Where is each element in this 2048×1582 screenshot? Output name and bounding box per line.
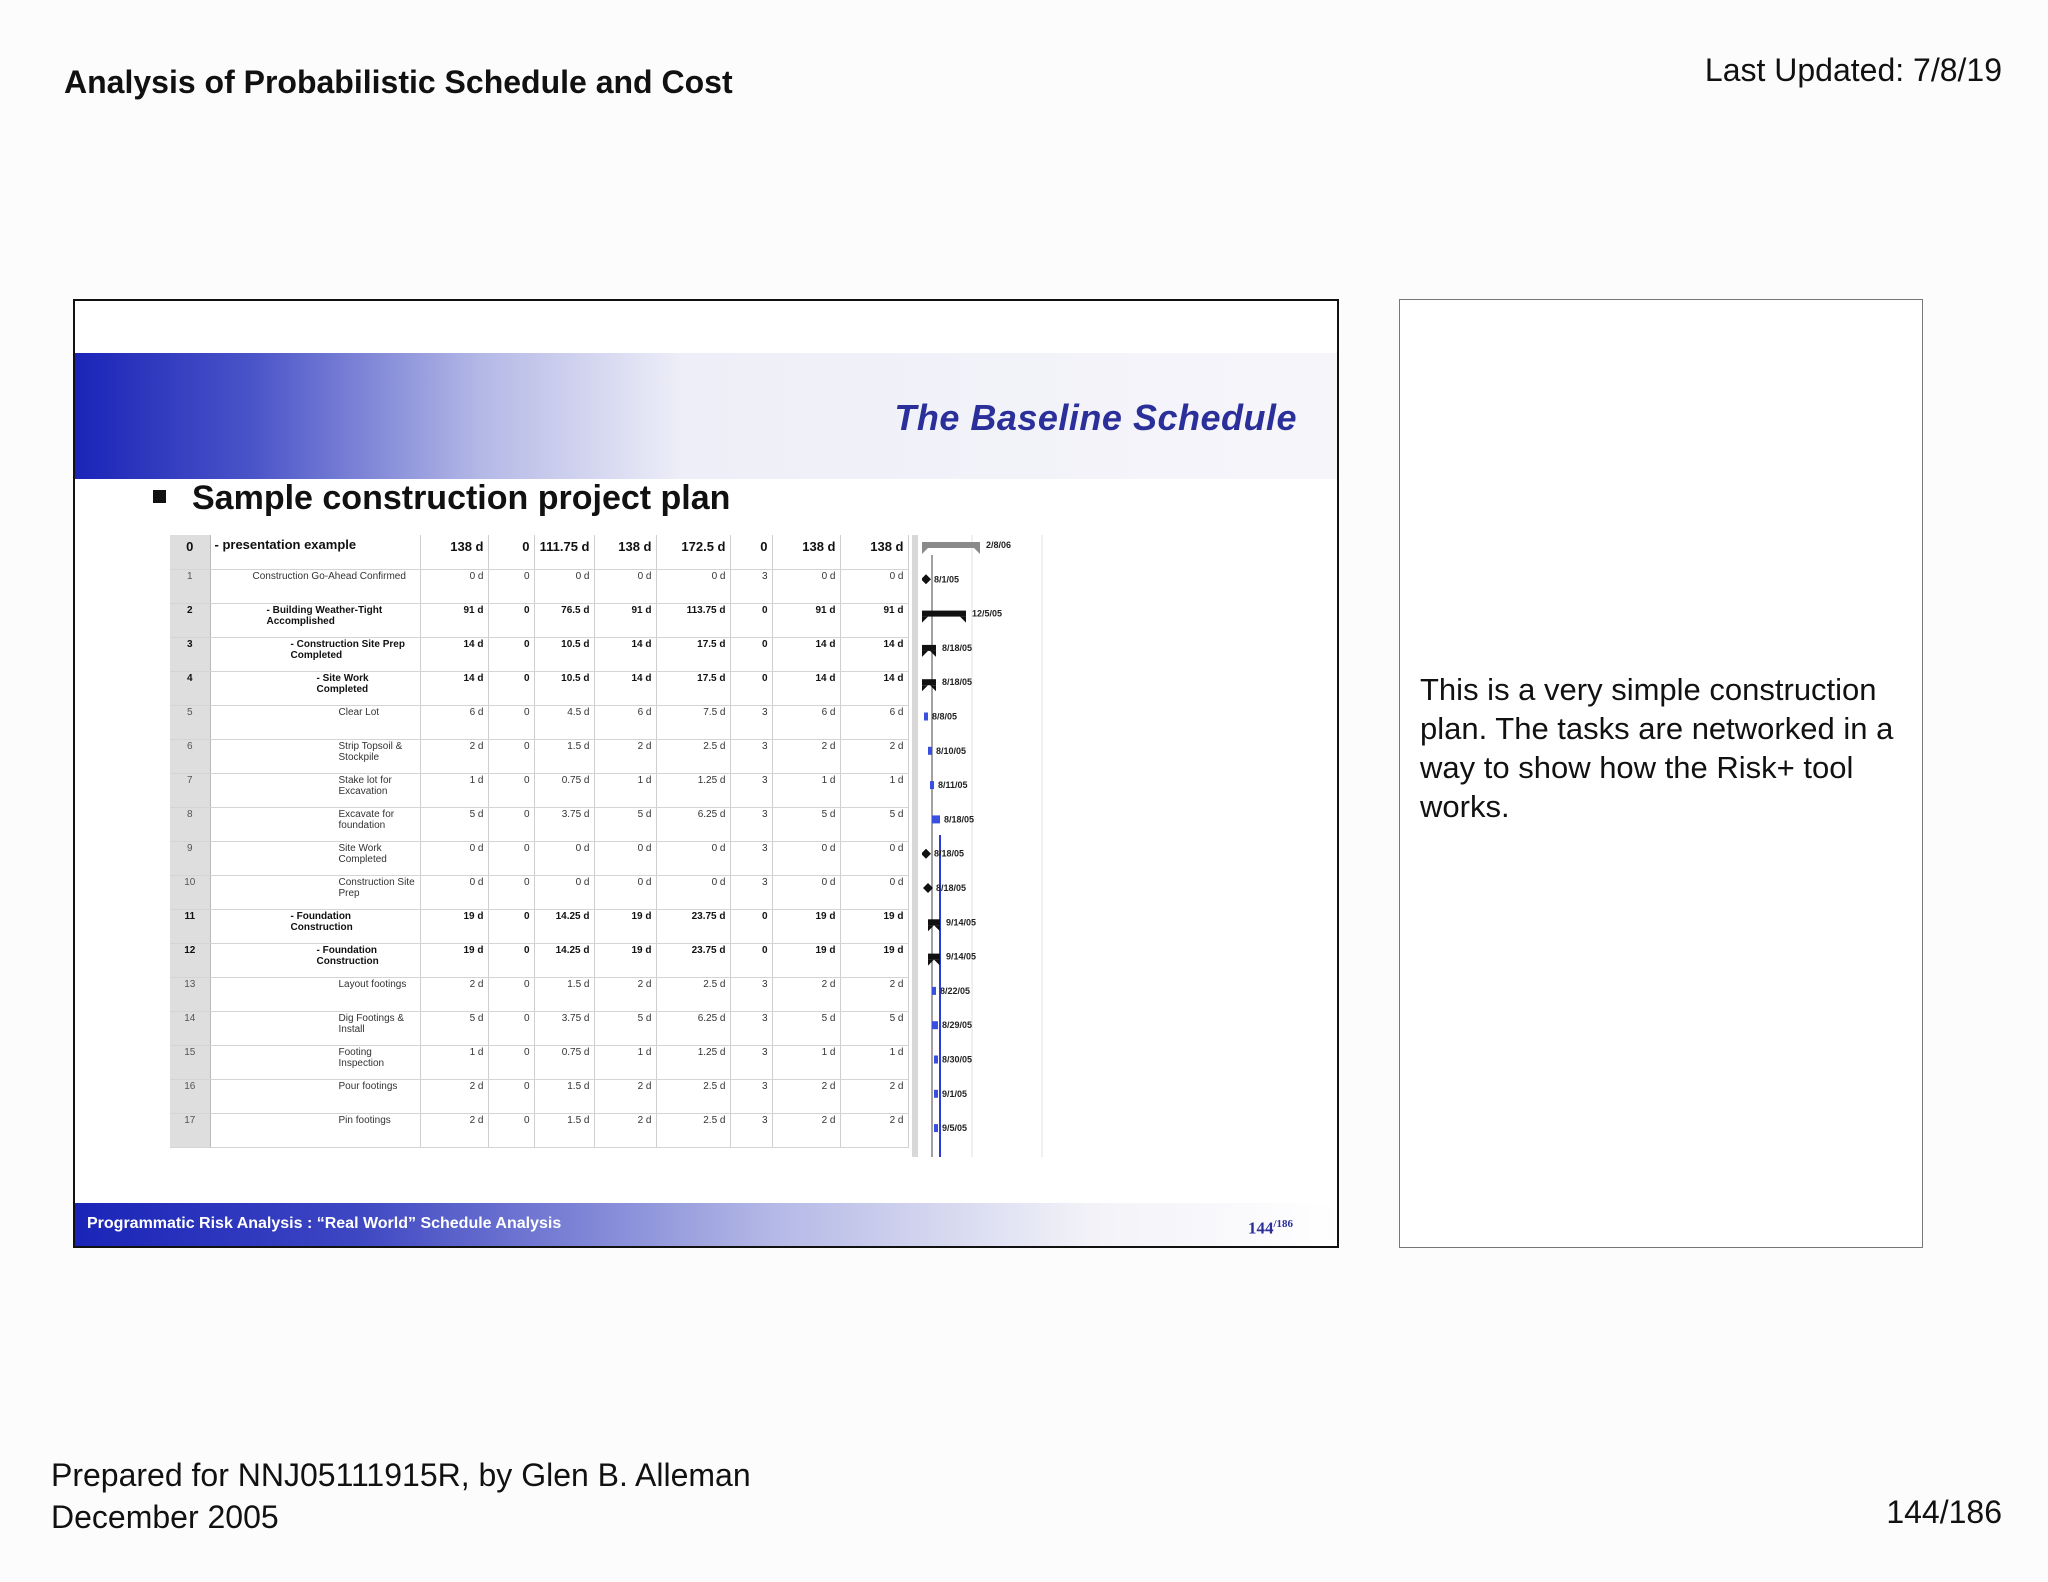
cell-c7: 6 d — [772, 705, 840, 739]
cell-c5: 17.5 d — [656, 637, 730, 671]
task-bar — [928, 747, 932, 755]
task-bar — [930, 781, 934, 789]
cell-c4: 2 d — [594, 739, 656, 773]
cell-c8: 1 d — [840, 1045, 908, 1079]
cell-c1: 2 d — [420, 1079, 488, 1113]
cell-c3: 3.75 d — [534, 1011, 594, 1045]
cell-c4: 2 d — [594, 977, 656, 1011]
cell-c2: 0 — [488, 875, 534, 909]
table-row — [170, 909, 908, 943]
cell-c5: 0 d — [656, 841, 730, 875]
summary-bar-cap-right — [974, 548, 980, 554]
row-id: 15 — [170, 1045, 210, 1079]
document-title: Analysis of Probabilistic Schedule and Cost — [64, 64, 733, 100]
cell-c4: 5 d — [594, 1011, 656, 1045]
cell-c8: 0 d — [840, 569, 908, 603]
cell-c6: 0 — [730, 671, 772, 705]
table-row — [170, 671, 908, 705]
table-row — [170, 569, 908, 603]
summary-bar-cap-left — [928, 960, 934, 966]
cell-c4: 6 d — [594, 705, 656, 739]
cell-c5: 172.5 d — [656, 535, 730, 569]
gantt-date-label: 8/11/05 — [938, 780, 968, 791]
cell-c2: 0 — [488, 705, 534, 739]
table-row — [170, 977, 908, 1011]
cell-c3: 14.25 d — [534, 943, 594, 977]
cell-c8: 2 d — [840, 739, 908, 773]
table-row — [170, 1113, 908, 1147]
cell-c6: 0 — [730, 943, 772, 977]
cell-c7: 5 d — [772, 807, 840, 841]
task-name: - Foundation Construction — [210, 943, 420, 977]
summary-bar-cap-left — [928, 925, 934, 931]
row-id: 17 — [170, 1113, 210, 1147]
task-name: Site Work Completed — [210, 841, 420, 875]
cell-c3: 1.5 d — [534, 1113, 594, 1147]
slide-subtitle — [153, 479, 730, 518]
cell-c2: 0 — [488, 1045, 534, 1079]
cell-c6: 3 — [730, 705, 772, 739]
task-bar — [934, 1056, 938, 1064]
cell-c5: 1.25 d — [656, 773, 730, 807]
row-id: 12 — [170, 943, 210, 977]
gantt-date-label: 8/18/05 — [936, 883, 967, 893]
table-row — [170, 535, 908, 569]
cell-c6: 3 — [730, 1011, 772, 1045]
summary-bar-cap-left — [922, 685, 928, 691]
task-name: - Construction Site Prep Completed — [210, 637, 420, 671]
cell-c2: 0 — [488, 535, 534, 569]
summary-bar — [922, 645, 936, 651]
task-name: Stake lot for Excavation — [210, 773, 420, 807]
gantt-date-label: 12/5/05 — [972, 608, 1003, 619]
gantt-date-label: 8/1/05 — [934, 574, 960, 585]
table-row — [170, 773, 908, 807]
cell-c1: 0 d — [420, 875, 488, 909]
task-bar — [932, 987, 936, 995]
bullet-icon — [153, 490, 166, 503]
task-name: - presentation example — [210, 535, 420, 569]
cell-c2: 0 — [488, 1011, 534, 1045]
cell-c6: 3 — [730, 739, 772, 773]
cell-c5: 0 d — [656, 569, 730, 603]
cell-c2: 0 — [488, 773, 534, 807]
cell-c3: 0 d — [534, 569, 594, 603]
cell-c7: 1 d — [772, 1045, 840, 1079]
cell-c5: 7.5 d — [656, 705, 730, 739]
cell-c7: 14 d — [772, 637, 840, 671]
summary-bar-cap-left — [922, 548, 928, 554]
summary-bar-cap-right — [930, 685, 936, 691]
summary-bar-cap-right — [930, 651, 936, 657]
summary-bar — [922, 542, 980, 548]
cell-c1: 14 d — [420, 637, 488, 671]
cell-c1: 2 d — [420, 977, 488, 1011]
summary-bar-cap-right — [960, 617, 966, 623]
gantt-date-label: 9/14/05 — [946, 917, 977, 928]
cell-c3: 4.5 d — [534, 705, 594, 739]
milestone-marker — [922, 574, 931, 584]
cell-c6: 3 — [730, 1045, 772, 1079]
task-name: Excavate for foundation — [210, 807, 420, 841]
cell-c5: 6.25 d — [656, 1011, 730, 1045]
cell-c3: 10.5 d — [534, 637, 594, 671]
row-id: 1 — [170, 569, 210, 603]
cell-c2: 0 — [488, 603, 534, 637]
cell-c8: 2 d — [840, 1113, 908, 1147]
row-id: 13 — [170, 977, 210, 1011]
cell-c4: 0 d — [594, 875, 656, 909]
cell-c3: 0 d — [534, 841, 594, 875]
cell-c1: 0 d — [420, 841, 488, 875]
row-id: 6 — [170, 739, 210, 773]
cell-c4: 14 d — [594, 671, 656, 705]
task-name: Layout footings — [210, 977, 420, 1011]
cell-c8: 2 d — [840, 1079, 908, 1113]
task-bar — [924, 713, 928, 721]
cell-c2: 0 — [488, 841, 534, 875]
table-row — [170, 637, 908, 671]
cell-c1: 19 d — [420, 909, 488, 943]
row-id: 3 — [170, 637, 210, 671]
cell-c3: 111.75 d — [534, 535, 594, 569]
cell-c6: 3 — [730, 569, 772, 603]
cell-c7: 1 d — [772, 773, 840, 807]
cell-c1: 2 d — [420, 1113, 488, 1147]
gantt-date-label: 8/18/05 — [942, 677, 973, 688]
cell-c5: 2.5 d — [656, 739, 730, 773]
row-id: 2 — [170, 603, 210, 637]
schedule-table-body — [170, 535, 908, 1147]
task-name: Dig Footings & Install — [210, 1011, 420, 1045]
gantt-date-label: 9/14/05 — [946, 951, 977, 962]
cell-c8: 14 d — [840, 671, 908, 705]
cell-c3: 1.5 d — [534, 977, 594, 1011]
cell-c1: 19 d — [420, 943, 488, 977]
cell-c7: 5 d — [772, 1011, 840, 1045]
summary-bar-cap-right — [934, 925, 940, 931]
summary-bar-cap-left — [922, 651, 928, 657]
summary-bar — [922, 611, 966, 617]
cell-c4: 0 d — [594, 569, 656, 603]
cell-c7: 19 d — [772, 943, 840, 977]
slide-subtitle-text: Sample construction project plan — [192, 479, 731, 517]
gantt-date-label: 8/22/05 — [940, 985, 971, 996]
cell-c2: 0 — [488, 637, 534, 671]
table-row — [170, 705, 908, 739]
cell-c8: 91 d — [840, 603, 908, 637]
cell-c5: 23.75 d — [656, 909, 730, 943]
cell-c1: 6 d — [420, 705, 488, 739]
cell-c5: 17.5 d — [656, 671, 730, 705]
slide-footer-text: Programmatic Risk Analysis : “Real World” Schedule Analysis — [87, 1215, 562, 1232]
cell-c1: 5 d — [420, 807, 488, 841]
slide-page-current: 144 — [1248, 1218, 1274, 1238]
cell-c3: 1.5 d — [534, 1079, 594, 1113]
cell-c6: 3 — [730, 773, 772, 807]
table-gantt-divider — [912, 535, 918, 1157]
notes-panel — [1399, 299, 1923, 1248]
cell-c8: 0 d — [840, 841, 908, 875]
gantt-date-label: 8/30/05 — [942, 1054, 973, 1065]
cell-c1: 1 d — [420, 1045, 488, 1079]
row-id: 4 — [170, 671, 210, 705]
table-row — [170, 943, 908, 977]
cell-c7: 19 d — [772, 909, 840, 943]
cell-c4: 1 d — [594, 1045, 656, 1079]
prepared-line-1: Prepared for NNJ05111915R, by Glen B. Alleman — [51, 1457, 751, 1493]
cell-c4: 14 d — [594, 637, 656, 671]
gantt-date-label: 8/8/05 — [932, 711, 958, 722]
cell-c8: 2 d — [840, 977, 908, 1011]
task-name: - Building Weather-Tight Accomplished — [210, 603, 420, 637]
cell-c8: 14 d — [840, 637, 908, 671]
cell-c1: 14 d — [420, 671, 488, 705]
row-id: 7 — [170, 773, 210, 807]
cell-c1: 2 d — [420, 739, 488, 773]
task-bar — [934, 1090, 938, 1098]
cell-c1: 5 d — [420, 1011, 488, 1045]
cell-c1: 0 d — [420, 569, 488, 603]
cell-c4: 1 d — [594, 773, 656, 807]
cell-c2: 0 — [488, 1079, 534, 1113]
cell-c3: 14.25 d — [534, 909, 594, 943]
prepared-line-2: December 2005 — [51, 1499, 279, 1535]
table-row — [170, 603, 908, 637]
gantt-date-label: 9/5/05 — [942, 1123, 968, 1134]
task-name: Construction Go-Ahead Confirmed — [210, 569, 420, 603]
cell-c6: 3 — [730, 1113, 772, 1147]
table-row — [170, 875, 908, 909]
slide-page-total: /186 — [1273, 1218, 1294, 1230]
table-row — [170, 739, 908, 773]
row-id: 5 — [170, 705, 210, 739]
gantt-date-label: 8/29/05 — [942, 1020, 973, 1031]
cell-c1: 138 d — [420, 535, 488, 569]
cell-c5: 6.25 d — [656, 807, 730, 841]
cell-c5: 1.25 d — [656, 1045, 730, 1079]
cell-c5: 23.75 d — [656, 943, 730, 977]
cell-c3: 10.5 d — [534, 671, 594, 705]
slide-title: The Baseline Schedule — [894, 397, 1297, 438]
cell-c6: 3 — [730, 875, 772, 909]
cell-c2: 0 — [488, 1113, 534, 1147]
cell-c8: 1 d — [840, 773, 908, 807]
cell-c4: 5 d — [594, 807, 656, 841]
gantt-svg — [922, 535, 1214, 1157]
table-row — [170, 1011, 908, 1045]
row-id: 16 — [170, 1079, 210, 1113]
milestone-marker — [922, 849, 931, 859]
row-id: 8 — [170, 807, 210, 841]
schedule-view — [170, 535, 1210, 1157]
cell-c8: 0 d — [840, 875, 908, 909]
cell-c5: 113.75 d — [656, 603, 730, 637]
table-row — [170, 1045, 908, 1079]
cell-c6: 0 — [730, 603, 772, 637]
task-name: Footing Inspection — [210, 1045, 420, 1079]
cell-c5: 2.5 d — [656, 1079, 730, 1113]
task-name: Strip Topsoil & Stockpile — [210, 739, 420, 773]
table-row — [170, 1079, 908, 1113]
task-name: Pin footings — [210, 1113, 420, 1147]
summary-bar — [922, 679, 936, 685]
summary-bar-cap-left — [922, 617, 928, 623]
cell-c1: 91 d — [420, 603, 488, 637]
task-name: Pour footings — [210, 1079, 420, 1113]
cell-c7: 2 d — [772, 1113, 840, 1147]
cell-c7: 138 d — [772, 535, 840, 569]
summary-bar — [928, 954, 940, 960]
cell-c4: 91 d — [594, 603, 656, 637]
cell-c2: 0 — [488, 977, 534, 1011]
row-id: 0 — [170, 535, 210, 569]
cell-c7: 0 d — [772, 569, 840, 603]
cell-c7: 2 d — [772, 977, 840, 1011]
cell-c4: 19 d — [594, 909, 656, 943]
gantt-date-label: 8/18/05 — [934, 848, 965, 859]
cell-c6: 0 — [730, 909, 772, 943]
cell-c2: 0 — [488, 739, 534, 773]
page-number: 144/186 — [1886, 1494, 2002, 1530]
table-row — [170, 807, 908, 841]
cell-c8: 5 d — [840, 807, 908, 841]
cell-c3: 1.5 d — [534, 739, 594, 773]
slide-page-number — [1248, 1218, 1293, 1239]
cell-c2: 0 — [488, 569, 534, 603]
cell-c6: 3 — [730, 1079, 772, 1113]
row-id: 11 — [170, 909, 210, 943]
cell-c8: 138 d — [840, 535, 908, 569]
cell-c3: 0 d — [534, 875, 594, 909]
cell-c4: 0 d — [594, 841, 656, 875]
cell-c7: 0 d — [772, 875, 840, 909]
schedule-table — [170, 535, 909, 1148]
cell-c2: 0 — [488, 807, 534, 841]
cell-c3: 3.75 d — [534, 807, 594, 841]
task-bar — [932, 815, 940, 823]
cell-c5: 0 d — [656, 875, 730, 909]
cell-c7: 2 d — [772, 1079, 840, 1113]
row-id: 9 — [170, 841, 210, 875]
task-name: Construction Site Prep — [210, 875, 420, 909]
cell-c7: 0 d — [772, 841, 840, 875]
cell-c6: 3 — [730, 807, 772, 841]
cell-c2: 0 — [488, 943, 534, 977]
gantt-date-label: 8/18/05 — [944, 814, 975, 825]
notes-text: This is a very simple construction plan. The tasks are networked in a way to show how the Risk+ tool works. — [1420, 672, 1894, 824]
cell-c6: 3 — [730, 977, 772, 1011]
summary-bar-cap-right — [934, 960, 940, 966]
task-name: - Foundation Construction — [210, 909, 420, 943]
cell-c8: 19 d — [840, 909, 908, 943]
cell-c3: 0.75 d — [534, 773, 594, 807]
task-name: Clear Lot — [210, 705, 420, 739]
cell-c4: 138 d — [594, 535, 656, 569]
gantt-date-label: 9/1/05 — [942, 1088, 968, 1099]
slide-image — [73, 299, 1339, 1248]
cell-c8: 6 d — [840, 705, 908, 739]
prepared-by — [51, 1454, 751, 1538]
summary-bar — [928, 919, 940, 925]
task-bar — [934, 1124, 938, 1132]
cell-c4: 2 d — [594, 1079, 656, 1113]
row-id: 10 — [170, 875, 210, 909]
cell-c7: 2 d — [772, 739, 840, 773]
task-bar — [932, 1021, 938, 1029]
cell-c7: 14 d — [772, 671, 840, 705]
cell-c6: 0 — [730, 535, 772, 569]
last-updated-date: Last Updated: 7/8/19 — [1704, 52, 2002, 88]
cell-c8: 5 d — [840, 1011, 908, 1045]
gantt-chart — [922, 535, 1214, 1157]
gantt-date-label: 2/8/06 — [986, 540, 1012, 550]
table-row — [170, 841, 908, 875]
cell-c3: 76.5 d — [534, 603, 594, 637]
cell-c6: 0 — [730, 637, 772, 671]
task-name: - Site Work Completed — [210, 671, 420, 705]
cell-c1: 1 d — [420, 773, 488, 807]
row-id: 14 — [170, 1011, 210, 1045]
gantt-date-label: 8/18/05 — [942, 642, 973, 653]
cell-c8: 19 d — [840, 943, 908, 977]
cell-c5: 2.5 d — [656, 1113, 730, 1147]
cell-c3: 0.75 d — [534, 1045, 594, 1079]
cell-c4: 19 d — [594, 943, 656, 977]
cell-c4: 2 d — [594, 1113, 656, 1147]
cell-c2: 0 — [488, 909, 534, 943]
cell-c5: 2.5 d — [656, 977, 730, 1011]
gantt-date-label: 8/10/05 — [936, 745, 967, 756]
cell-c2: 0 — [488, 671, 534, 705]
cell-c6: 3 — [730, 841, 772, 875]
cell-c7: 91 d — [772, 603, 840, 637]
